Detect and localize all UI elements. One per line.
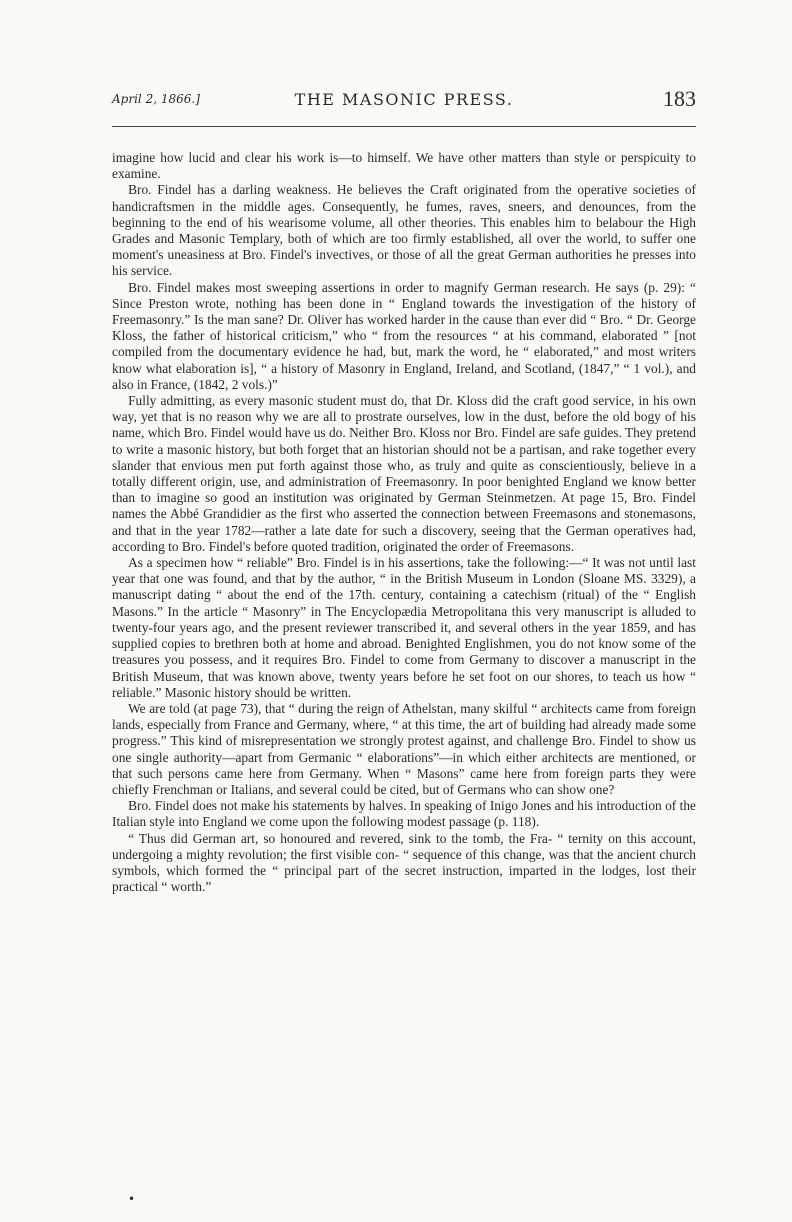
publication-title: THE MASONIC PRESS. [294,90,514,109]
article-body [112,150,696,895]
page-header [112,86,696,127]
paragraph: imagine how lucid and clear his work is—to himself. We have other matters than style or perspicuity to examine. [112,150,696,182]
paragraph: Bro. Findel has a darling weakness. He believes the Craft originated from the operative societies of handicraftsmen in the middle ages. Consequently, he fumes, raves, sneers, and denounces, from the beginning to the end of his wearisome volume, all other theories. This enables him to belabour the High Grades and Masonic Templary, both of which are too firmly established, all over the world, to suffer one moment's uneasiness at Bro. Findel's invectives, or those of all the great German authorities he presses into his service. [112,182,696,279]
page-number: 183 [663,86,696,111]
paragraph: Bro. Findel makes most sweeping assertions in order to magnify German research. He says (p. 29): “ Since Preston wrote, nothing has been done in “ England towards the investigation of the history of Freemasonry.” Is the man sane? Dr. Oliver has worked harder in the cause than ever did “ Bro. “ Dr. George Kloss, the father of historical criticism,” who “ from the resources “ at his command, elaborated ” [not compiled from the documentary evidence he had, but, mark the word, he “ elaborated,” and most writers know what elaboration is], “ a history of Masonry in England, Ireland, and Scotland, (1847,” “ 1 vol.), and also in France, (1842, 2 vols.)” [112,279,696,392]
paragraph: As a specimen how “ reliable” Bro. Findel is in his assertions, take the following:—“ It was not until last year that one was found, and that by the author, “ in the British Museum in London (Sloane MS. 3329), a manuscript dating “ about the end of the 17th. century, containing a catechism (ritual) of the “ English Masons.” In the article “ Masonry” in The Encyclopædia Metropolitana this very manuscript is alluded to twenty-four years ago, and the present reviewer transcribed it, and several others in the year 1859, and has supplied copies to brethren both at home and abroad. Benighted Englishmen, you do not know some of the treasures you possess, and it requires Bro. Findel to come from Germany to discover a manuscript in the British Museum, that was known above, twenty years before he set foot on our shores, to teach us how “ reliable.” Masonic history should be written. [112,555,696,700]
issue-date: April 2, 1866.] [112,92,200,106]
quoted-passage: “ Thus did German art, so honoured and revered, sink to the tomb, the Fra- “ ternity on this account, undergoing a mighty revolution; the first visible con- “ sequence of this change, was that the ancient church symbols, which formed the “ principal part of the secret instruction, imparted in the lodges, lost their practical “ worth.” [112,830,696,895]
footer-mark: • [128,1192,136,1206]
paragraph: We are told (at page 73), that “ during the reign of Athelstan, many skilful “ architects came from foreign lands, especially from France and Germany, where, “ at this time, the art of building had already made some progress.” This kind of misrepresentation we strongly protest against, and challenge Bro. Findel to show us one single authority—apart from Germanic “ elaborations”—in which either architects are mentioned, or that such persons came here from Germany. When “ Masons” came here from foreign parts they were chiefly Frenchman or Italians, and several could be cited, but of Germans who can show one? [112,700,696,797]
paragraph: Fully admitting, as every masonic student must do, that Dr. Kloss did the craft good service, in his own way, yet that is no reason why we are all to prostrate ourselves, low in the dust, before the old bogy of his name, which Bro. Findel would have us do. Neither Bro. Kloss nor Bro. Findel are safe guides. They pretend to write a masonic history, but both forget that an historian should not be a partisan, and rake together every slander that envious men put forth against those who, as truly and quite as conscientiously, believe in a totally different origin, use, and administration of Freemasonry. In poor benighted England we know better than to imagine so good an institution was originated by German Steinmetzen. At page 15, Bro. Findel names the Abbé Grandidier as the first who asserted the connection between Freemasons and stonemasons, and that in the year 1782—rather a late date for such a discovery, seeing that the German operatives had, according to Bro. Findel's before quoted tradition, originated the order of Freemasons. [112,393,696,554]
paragraph: Bro. Findel does not make his statements by halves. In speaking of Inigo Jones and his introduction of the Italian style into England we come upon the following modest passage (p. 118). [112,798,696,830]
